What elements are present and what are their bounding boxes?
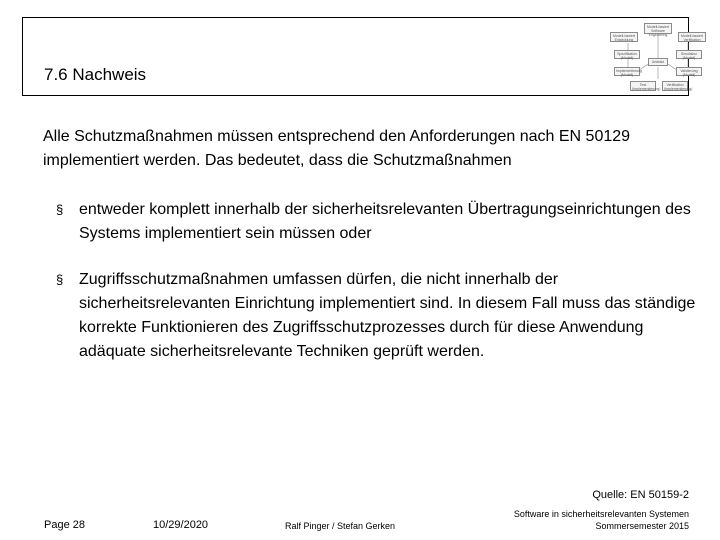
- footer-date: 10/29/2020: [153, 519, 209, 531]
- page-title: 7.6 Nachweis: [44, 65, 147, 84]
- bullet-marker: §: [56, 202, 64, 217]
- diagram-node-artifact: Artefakt: [648, 58, 668, 66]
- diagram-node-development: Modell-basiert Entwicklung: [610, 32, 638, 42]
- footer-authors: Ralf Pinger / Stefan Gerken: [285, 521, 396, 531]
- diagram-node-impl-verification: Verifikation (Implementierung): [664, 83, 693, 91]
- footer-semester: Sommersemester 2015: [595, 521, 689, 531]
- diagram-node-verification: Modell-basiert Verifikation: [678, 32, 706, 42]
- footer-page-number: Page 28: [44, 519, 85, 531]
- list-item-text: entweder komplett innerhalb der sicherheitsrelevanten Übertragungseinrichtungen des Systems implementiert sein müssen oder: [79, 201, 691, 242]
- process-diagram: [588, 21, 716, 93]
- footer-course-title: Software in sicherheitsrelevanten Systemen: [513, 509, 689, 519]
- list-item-text: Zugriffsschutzmaßnahmen umfassen dürfen, die nicht innerhalb der sicherheitsrelevanten Einrichtung implementiert sind. In diesem Fall muss das ständige korrekte Funktionieren des Zugriffsschutzprozesses durch für diese Anwendung adäquate sicherheitsrelevante Techniken geprüft werden.: [79, 271, 696, 360]
- diagram-node-validation: Validierung (Modell): [676, 67, 702, 76]
- list-item: [56, 198, 696, 246]
- diagram-node-test: Test (Implementierung): [632, 83, 661, 91]
- footer-course: [514, 508, 689, 532]
- intro-paragraph: Alle Schutzmaßnahmen müssen entsprechend den Anforderungen nach EN 50129 implementiert werden. Das bedeutet, dass die Schutzmaßnahmen: [43, 128, 631, 169]
- source-citation: Quelle: EN 50159-2: [592, 489, 689, 501]
- diagram-node-root: Modell-basiert Software Engineering: [644, 23, 672, 34]
- bullet-marker: §: [56, 272, 64, 287]
- list-item: [56, 268, 696, 364]
- title-box: [22, 17, 703, 96]
- diagram-node-implementation: Implementierung (Modell): [616, 69, 643, 77]
- diagram-node-simulation: Simulation (Modell): [676, 50, 702, 59]
- diagram-node-specification: Spezifikation (Modell): [614, 50, 640, 59]
